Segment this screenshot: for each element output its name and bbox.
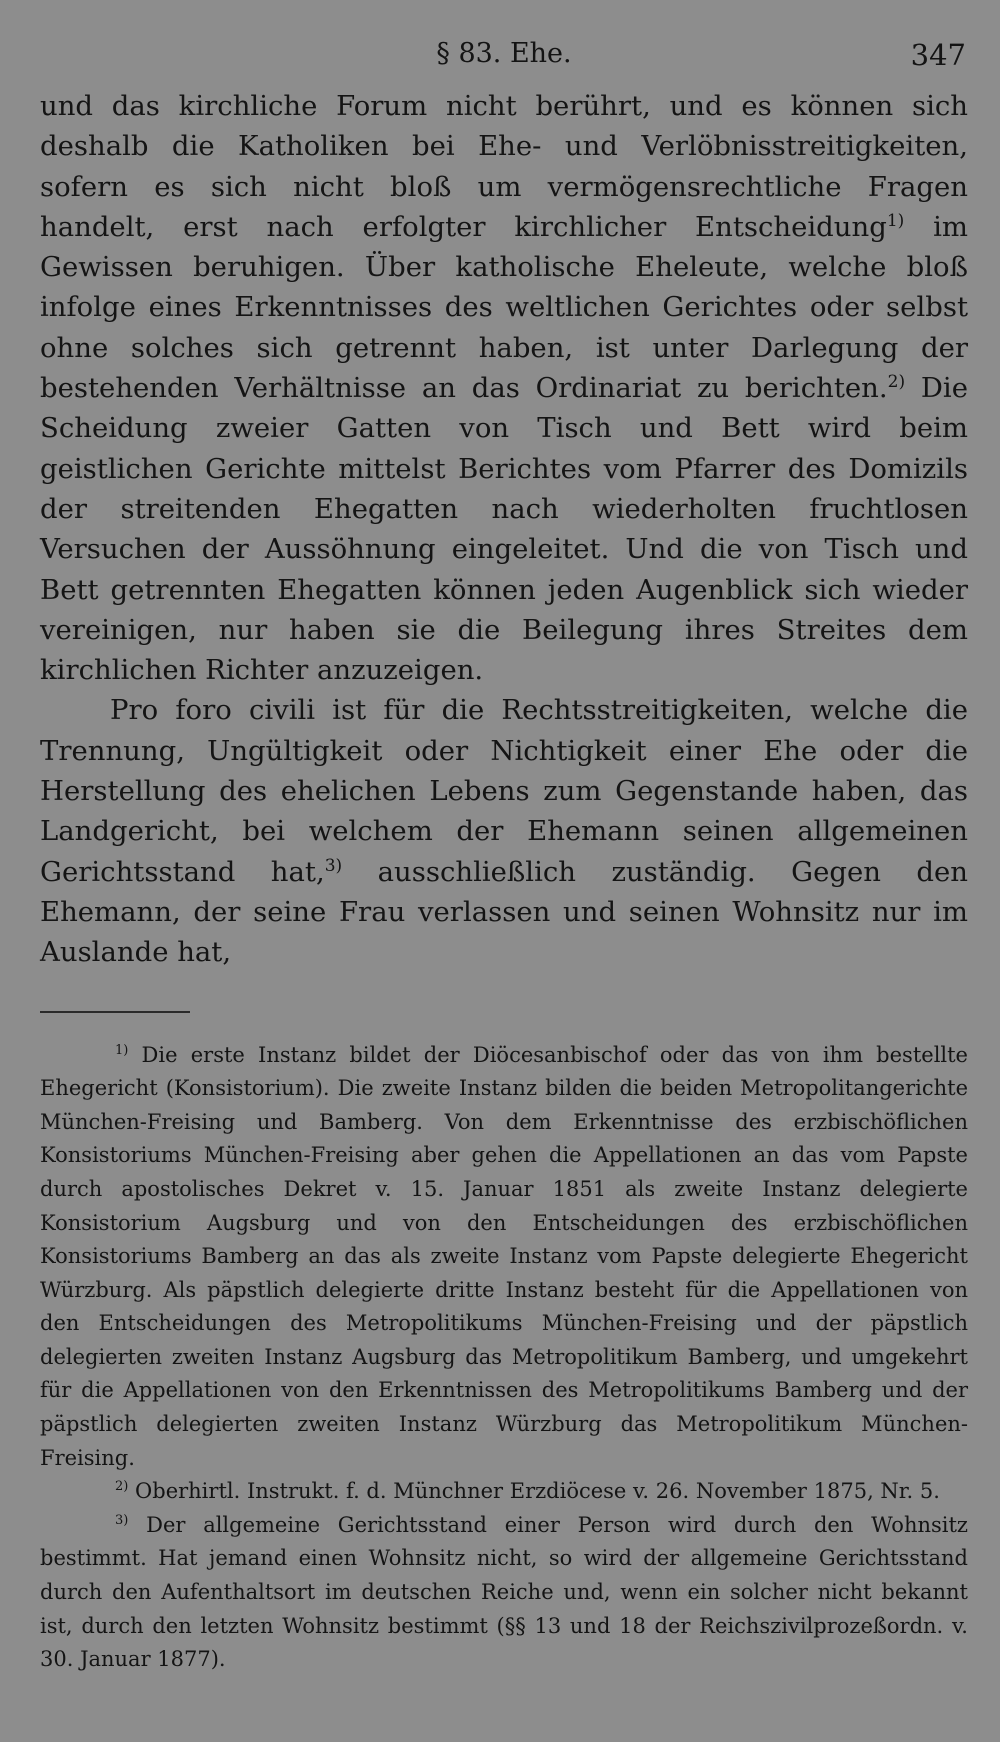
footnote-mark: 3) bbox=[115, 1512, 129, 1528]
page-header bbox=[40, 38, 968, 74]
paragraph-text: Die Scheidung zweier Gatten von Tisch und Bett wird beim geistlichen Gerichte mittelst Berichtes vom Pfarrer des Domizils der streitenden Ehegatten nach wiederholten fruchtlosen Versuchen der Aussöhnung eingeleitet. Und die von Tisch und Bett getrennten Ehegatten können jeden Augenblick sich wieder vereinigen, nur haben sie die Beilegung ihres Streites dem kirchlichen Richter anzuzeigen. bbox=[40, 372, 968, 687]
footnote bbox=[40, 1039, 968, 1476]
paragraph-text: im Gewissen beruhigen. Über katholische Eheleute, welche bloß infolge eines Erkenntnisses des weltlichen Gerichtes oder selbst ohne solches sich getrennt haben, ist unter Darlegung der bestehenden Verhältnisse an das Ordinariat zu berichten. bbox=[40, 210, 968, 405]
paragraph bbox=[40, 690, 968, 972]
footnotes bbox=[40, 1039, 968, 1677]
footnote-text: Der allgemeine Gerichtsstand einer Person wird durch den Wohnsitz bestimmt. Hat jemand einen Wohnsitz nicht, so wird der allgemeine Gerichtsstand durch den Aufenthaltsort im deutschen Reiche und, wenn ein solcher nicht bekannt ist, durch den letzten Wohnsitz bestimmt (§§ 13 und 18 der Reichszivilprozeßordn. v. 30. Januar 1877). bbox=[40, 1512, 968, 1672]
footnote-text: Die erste Instanz bildet der Diöcesanbischof oder das von ihm bestellte Ehegericht (Konsistorium). Die zweite Instanz bilden die beiden Metropolitangerichte München-Freising und Bamberg. Von dem Erkenntnisse des erzbischöflichen Konsistoriums München-Freising aber gehen die Appellationen an das vom Papste durch apostolisches Dekret v. 15. Januar 1851 als zweite Instanz delegierte Konsistorium Augsburg und von den Entscheidungen des erzbischöflichen Konsistoriums Bamberg an das als zweite Instanz vom Papste delegierte Ehegericht Würzburg. Als päpstlich delegierte dritte Instanz besteht für die Appellationen von den Entscheidungen des Metropolitikums München-Freising und der päpstlich delegierten zweiten Instanz Augsburg das Metropolitikum Bamberg, und umgekehrt für die Appellationen von den Erkenntnissen des Metropolitikums Bamberg und der päpstlich delegierten zweiten Instanz Würzburg das Metropolitikum München-Freising. bbox=[40, 1042, 968, 1470]
paragraph-text: ausschließlich zuständig. Gegen den Ehemann, der seine Frau verlassen und seinen Wohnsitz nur im Auslande hat, bbox=[40, 855, 968, 969]
page-number: 347 bbox=[910, 38, 966, 72]
running-head: § 83. Ehe. bbox=[436, 38, 572, 69]
footnote-mark: 1) bbox=[115, 1042, 129, 1058]
footnote-text: Oberhirtl. Instrukt. f. d. Münchner Erzdiöcese v. 26. November 1875, Nr. 5. bbox=[128, 1479, 940, 1504]
paragraph-text: Pro foro civili ist für die Rechtsstreitigkeiten, welche die Trennung, Ungültigkeit oder Nichtigkeit einer Ehe oder die Herstellung des ehelichen Lebens zum Gegenstande haben, das Landgericht, bei welchem der Ehemann seinen allgemeinen Gerichtsstand hat, bbox=[40, 694, 968, 888]
paragraph-text: und das kirchliche Forum nicht berührt, und es können sich deshalb die Katholiken bei Ehe- und Verlöbnisstreitigkeiten, sofern es sich nicht bloß um vermögensrechtliche Fragen handelt, erst nach erfolgter kirchlicher Entscheidung bbox=[40, 90, 968, 243]
footnote bbox=[40, 1509, 968, 1677]
paragraph bbox=[40, 86, 968, 690]
footnote-ref: 2) bbox=[887, 371, 906, 392]
footnote-ref: 3) bbox=[324, 855, 343, 876]
footnote-ref: 1) bbox=[886, 210, 905, 231]
footnote-separator bbox=[40, 1011, 190, 1013]
footnote-mark: 2) bbox=[115, 1479, 129, 1495]
footnote bbox=[40, 1475, 968, 1509]
main-text bbox=[40, 86, 968, 973]
